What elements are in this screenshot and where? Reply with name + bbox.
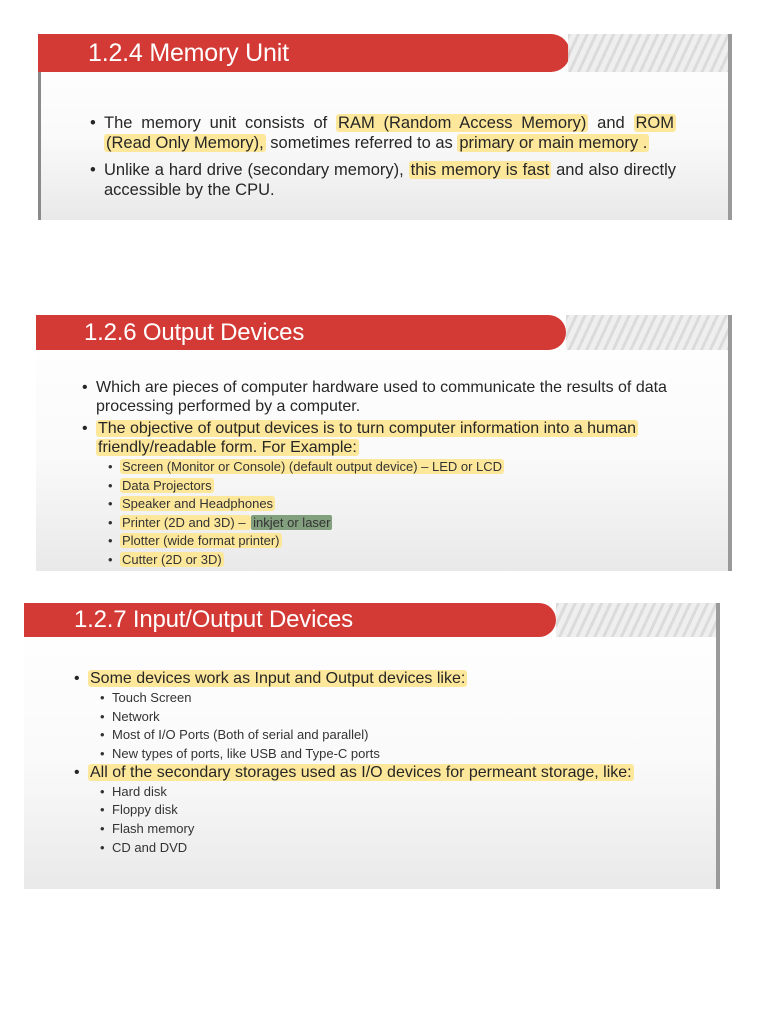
list-item <box>108 458 682 477</box>
storage-list <box>88 783 668 857</box>
item-text: Cutter (2D or 3D) <box>122 551 222 567</box>
list-item: • Network <box>100 708 668 727</box>
list-item: • New types of ports, like USB and Type-C ports <box>100 745 668 764</box>
bullet-list <box>82 379 682 570</box>
highlighted-text: ROM (Read Only Memory), <box>106 114 674 152</box>
slide-right-edge <box>728 315 732 571</box>
bullet-item <box>74 763 668 857</box>
bullet-text: The memory unit consists of <box>104 114 337 132</box>
slide-title-banner <box>36 315 566 350</box>
item-text: Screen (Monitor or Console) (default output device) – LED or LCD <box>122 459 503 474</box>
decorative-pattern <box>568 34 728 72</box>
bullet-item <box>90 113 676 153</box>
bullet-text: and also directly accessible by the CPU. <box>104 161 676 199</box>
decorative-pattern <box>566 315 730 350</box>
highlighted-text: primary or main memory . <box>459 134 648 152</box>
slide-title-banner <box>38 34 570 72</box>
list-item: • Most of I/O Ports (Both of serial and parallel) <box>100 726 668 745</box>
list-item <box>108 495 682 514</box>
device-list <box>88 689 668 763</box>
bullet-item <box>82 379 682 416</box>
highlighted-text: Some devices work as Input and Output devices like: <box>90 670 466 687</box>
item-text: Data Projectors <box>122 477 212 493</box>
slide-output-devices <box>36 315 732 571</box>
item-text: Speaker and Headphones <box>122 496 274 512</box>
list-item: • Hard disk <box>100 783 668 802</box>
example-list <box>96 458 682 570</box>
highlighted-text: this memory is fast <box>410 161 550 179</box>
list-item <box>108 514 682 533</box>
bullet-text: and <box>588 114 634 132</box>
slide-title: 1.2.7 Input/Output Devices <box>74 606 353 633</box>
bullet-list <box>74 669 668 857</box>
list-item: • Flash memory <box>100 820 668 839</box>
slide-right-edge <box>716 603 720 889</box>
slide-title: 1.2.6 Output Devices <box>84 318 305 346</box>
bullet-text: sometimes referred to as <box>265 134 458 152</box>
slide-title-banner <box>24 603 556 637</box>
list-item <box>108 532 682 551</box>
slide-right-edge <box>728 34 732 220</box>
bullet-text: Unlike a hard drive (secondary memory), <box>104 161 409 179</box>
list-item: • CD and DVD <box>100 839 668 858</box>
bullet-text: Which are pieces of computer hardware used to communicate the results of data processing performed by a computer. <box>96 379 667 415</box>
list-item <box>108 551 682 570</box>
slide-memory-unit <box>38 34 732 220</box>
bullet-list <box>90 113 676 200</box>
selected-text[interactable]: inkjet or laser <box>253 514 331 530</box>
list-item: • Touch Screen <box>100 689 668 708</box>
list-item <box>108 477 682 496</box>
slide-io-devices <box>24 603 720 889</box>
highlighted-text: RAM (Random Access Memory) <box>338 114 587 132</box>
list-item: • Floppy disk <box>100 801 668 820</box>
highlighted-text: The objective of output devices is to turn computer information into a human friendly/readable form. For Example: <box>98 420 637 456</box>
bullet-item <box>82 420 682 570</box>
bullet-item <box>74 669 668 763</box>
slide-title: 1.2.4 Memory Unit <box>88 38 289 67</box>
highlighted-text: All of the secondary storages used as I/O devices for permeant storage, like: <box>90 764 632 782</box>
decorative-pattern <box>556 603 718 637</box>
bullet-item <box>90 160 676 200</box>
item-text: Printer (2D and 3D) – <box>122 514 250 530</box>
item-text: Plotter (wide format printer) <box>122 533 280 549</box>
